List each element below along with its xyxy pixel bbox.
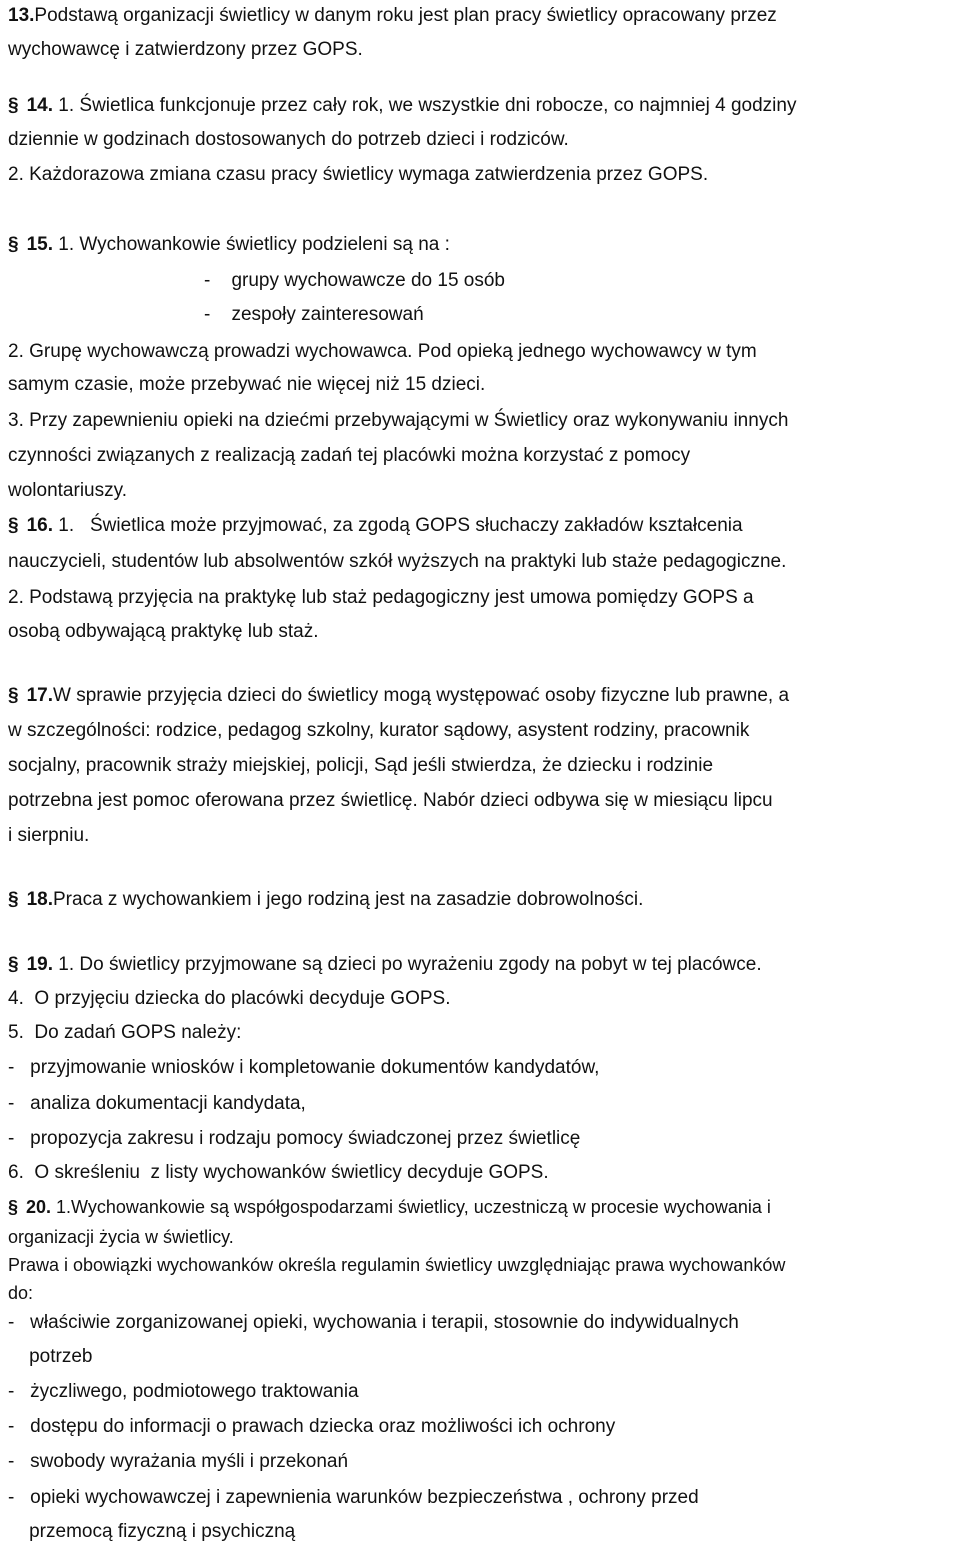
- line-19: § 19. 1. Do świetlicy przyjmowane są dzieci po wyrażeniu zgody na pobyt w tej placówce.: [8, 954, 762, 975]
- list-item: - swobody wyrażania myśli i przekonań: [8, 1451, 349, 1472]
- line-18: § 18.Praca z wychowankiem i jego rodziną jest na zasadzie dobrowolności.: [8, 889, 644, 910]
- list-item: - propozycja zakresu i rodzaju pomocy świadczonej przez świetlicę: [8, 1128, 581, 1149]
- line-15: § 15. 1. Wychowankowie świetlicy podzieleni są na :: [8, 234, 450, 255]
- line-20-rights: Prawa i obowiązki wychowanków określa regulamin świetlicy uwzględniając prawa wychowanków: [8, 1255, 786, 1275]
- list-item: - grupy wychowawcze do 15 osób: [204, 270, 505, 291]
- line-20-cont: organizacji życia w świetlicy.: [8, 1227, 234, 1247]
- line-16: § 16. 1. Świetlica może przyjmować, za zgodą GOPS słuchaczy zakładów kształcenia: [8, 515, 743, 536]
- line-16-2-cont: osobą odbywającą praktykę lub staż.: [8, 621, 319, 642]
- line-16-cont: nauczycieli, studentów lub absolwentów szkół wyższych na praktyki lub staże pedagogiczne.: [8, 551, 787, 572]
- line-17-end: i sierpniu.: [8, 825, 90, 846]
- line-15-3: 3. Przy zapewnieniu opieki na dziećmi przebywającymi w Świetlicy oraz wykonywaniu innych: [8, 410, 789, 431]
- line-17-cont: potrzebna jest pomoc oferowana przez świetlicę. Nabór dzieci odbywa się w miesiącu lipcu: [8, 790, 773, 811]
- line-14: § 14. 1. Świetlica funkcjonuje przez cały rok, we wszystkie dni robocze, co najmniej 4 godziny: [8, 95, 797, 116]
- line-13: 13.Podstawą organizacji świetlicy w danym roku jest plan pracy świetlicy opracowany przez: [8, 5, 777, 26]
- list-item: - zespoły zainteresowań: [204, 304, 424, 325]
- line-17-cont: w szczególności: rodzice, pedagog szkolny, kurator sądowy, asystent rodziny, pracownik: [8, 720, 750, 741]
- line-19-6: 6. O skreśleniu z listy wychowanków świetlicy decyduje GOPS.: [8, 1162, 549, 1183]
- list-item: - właściwie zorganizowanej opieki, wychowania i terapii, stosownie do indywidualnych: [8, 1312, 739, 1333]
- list-item: - analiza dokumentacji kandydata,: [8, 1093, 306, 1114]
- line-19-5: 5. Do zadań GOPS należy:: [8, 1022, 242, 1043]
- line-14-cont: dziennie w godzinach dostosowanych do potrzeb dzieci i rodziców.: [8, 129, 569, 150]
- line-15-2-cont: samym czasie, może przebywać nie więcej niż 15 dzieci.: [8, 374, 486, 395]
- list-item-cont: potrzeb: [8, 1346, 93, 1367]
- line-19-4: 4. O przyjęciu dziecka do placówki decyduje GOPS.: [8, 988, 451, 1009]
- line-16-2: 2. Podstawą przyjęcia na praktykę lub staż pedagogiczny jest umowa pomiędzy GOPS a: [8, 587, 754, 608]
- line-15-3-cont: czynności związanych z realizacją zadań tej placówki można korzystać z pomocy: [8, 445, 691, 466]
- line-14-2: 2. Każdorazowa zmiana czasu pracy świetlicy wymaga zatwierdzenia przez GOPS.: [8, 164, 709, 185]
- line-13-cont: wychowawcę i zatwierdzony przez GOPS.: [8, 39, 363, 60]
- line-17: § 17.W sprawie przyjęcia dzieci do świetlicy mogą występować osoby fizyczne lub prawne, a: [8, 685, 790, 706]
- line-17-cont: socjalny, pracownik straży miejskiej, policji, Sąd jeśli stwierdza, że dziecku i rodzinie: [8, 755, 714, 776]
- list-item: - przyjmowanie wniosków i kompletowanie dokumentów kandydatów,: [8, 1057, 600, 1078]
- list-item: - życzliwego, podmiotowego traktowania: [8, 1381, 359, 1402]
- line-15-2: 2. Grupę wychowawczą prowadzi wychowawca. Pod opieką jednego wychowawcy w tym: [8, 341, 757, 362]
- line-15-3-end: wolontariuszy.: [8, 480, 127, 501]
- line-20-rights-cont: do:: [8, 1283, 34, 1303]
- list-item: - dostępu do informacji o prawach dziecka oraz możliwości ich ochrony: [8, 1416, 616, 1437]
- line-20: § 20. 1.Wychowankowie są współgospodarzami świetlicy, uczestniczą w procesie wychowania i: [8, 1197, 771, 1217]
- list-item-cont: przemocą fizyczną i psychiczną: [8, 1521, 296, 1542]
- list-item: - opieki wychowawczej i zapewnienia warunków bezpieczeństwa , ochrony przed: [8, 1487, 699, 1508]
